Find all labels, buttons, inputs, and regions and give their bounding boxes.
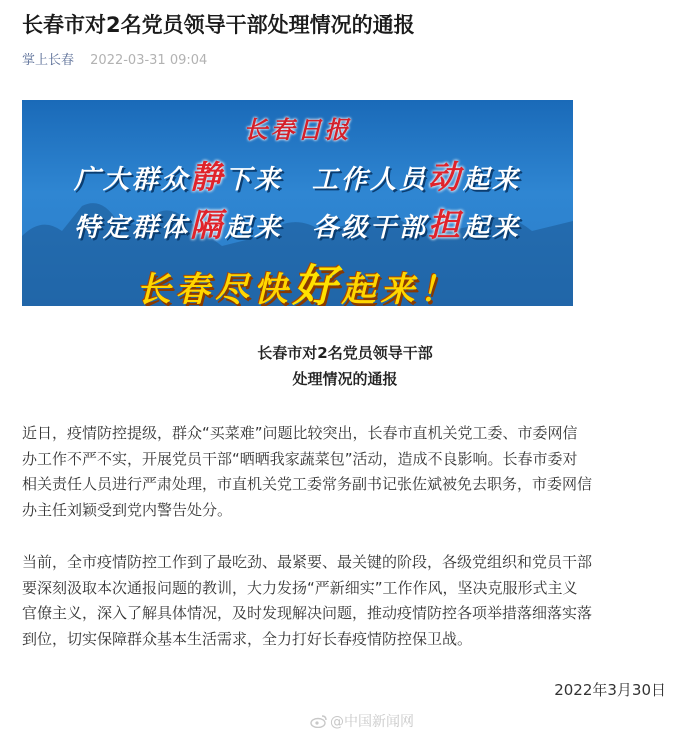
notice-heading-line1: 长春市对2名党员领导干部 [257, 344, 433, 362]
article-title: 长春市对2名党员领导干部处理情况的通报 [22, 13, 415, 37]
paragraph-line: 相关责任人员进行严肃处理，市直机关党工委常务副书记张佐斌被免去职务，市委网信 [22, 475, 593, 493]
publish-time: 2022-03-31 09:04 [90, 53, 208, 68]
banner-image [22, 100, 573, 306]
paragraph-line: 到位，切实保障群众基本生活需求，全力打好长春疫情防控保卫战。 [22, 629, 473, 648]
paragraph-2 [22, 550, 670, 652]
newspaper-logo: 长春日报 [243, 115, 352, 144]
paragraph-1 [22, 421, 670, 523]
watermark-text: @中国新闻网 [330, 714, 414, 730]
notice-date: 2022年3月30日 [554, 681, 666, 699]
banner-line-2: 特定群体隔起来 各级干部担起来 [73, 206, 522, 244]
paragraph-line: 办主任刘颖受到党内警告处分。 [22, 500, 233, 519]
banner-slogan: 长春尽快好起来！ [136, 261, 459, 306]
weibo-icon [310, 714, 328, 728]
paragraph-line: 近日，疫情防控提级，群众“买菜难”问题比较突出，长春市直机关党工委、市委网信 [22, 424, 578, 442]
paragraph-line: 官僚主义，深入了解具体情况，及时发现解决问题，推动疫情防控各项举措落细落实落 [22, 604, 593, 622]
paragraph-line: 要深刻汲取本次通报问题的教训，大力发扬“严新细实”工作作风，坚决克服形式主义 [22, 578, 578, 597]
banner-line-1: 广大群众静下来 工作人员动起来 [73, 158, 522, 196]
source-link[interactable]: 掌上长春 [22, 53, 75, 68]
paragraph-line: 当前，全市疫情防控工作到了最吃劲、最紧要、最关键的阶段，各级党组织和党员干部 [22, 553, 593, 571]
paragraph-line: 办工作不严不实，开展党员干部“晒晒我家蔬菜包”活动，造成不良影响。长春市委对 [22, 449, 578, 468]
article-meta [22, 52, 207, 70]
watermark [310, 712, 414, 732]
notice-heading-line2: 处理情况的通报 [292, 370, 398, 388]
